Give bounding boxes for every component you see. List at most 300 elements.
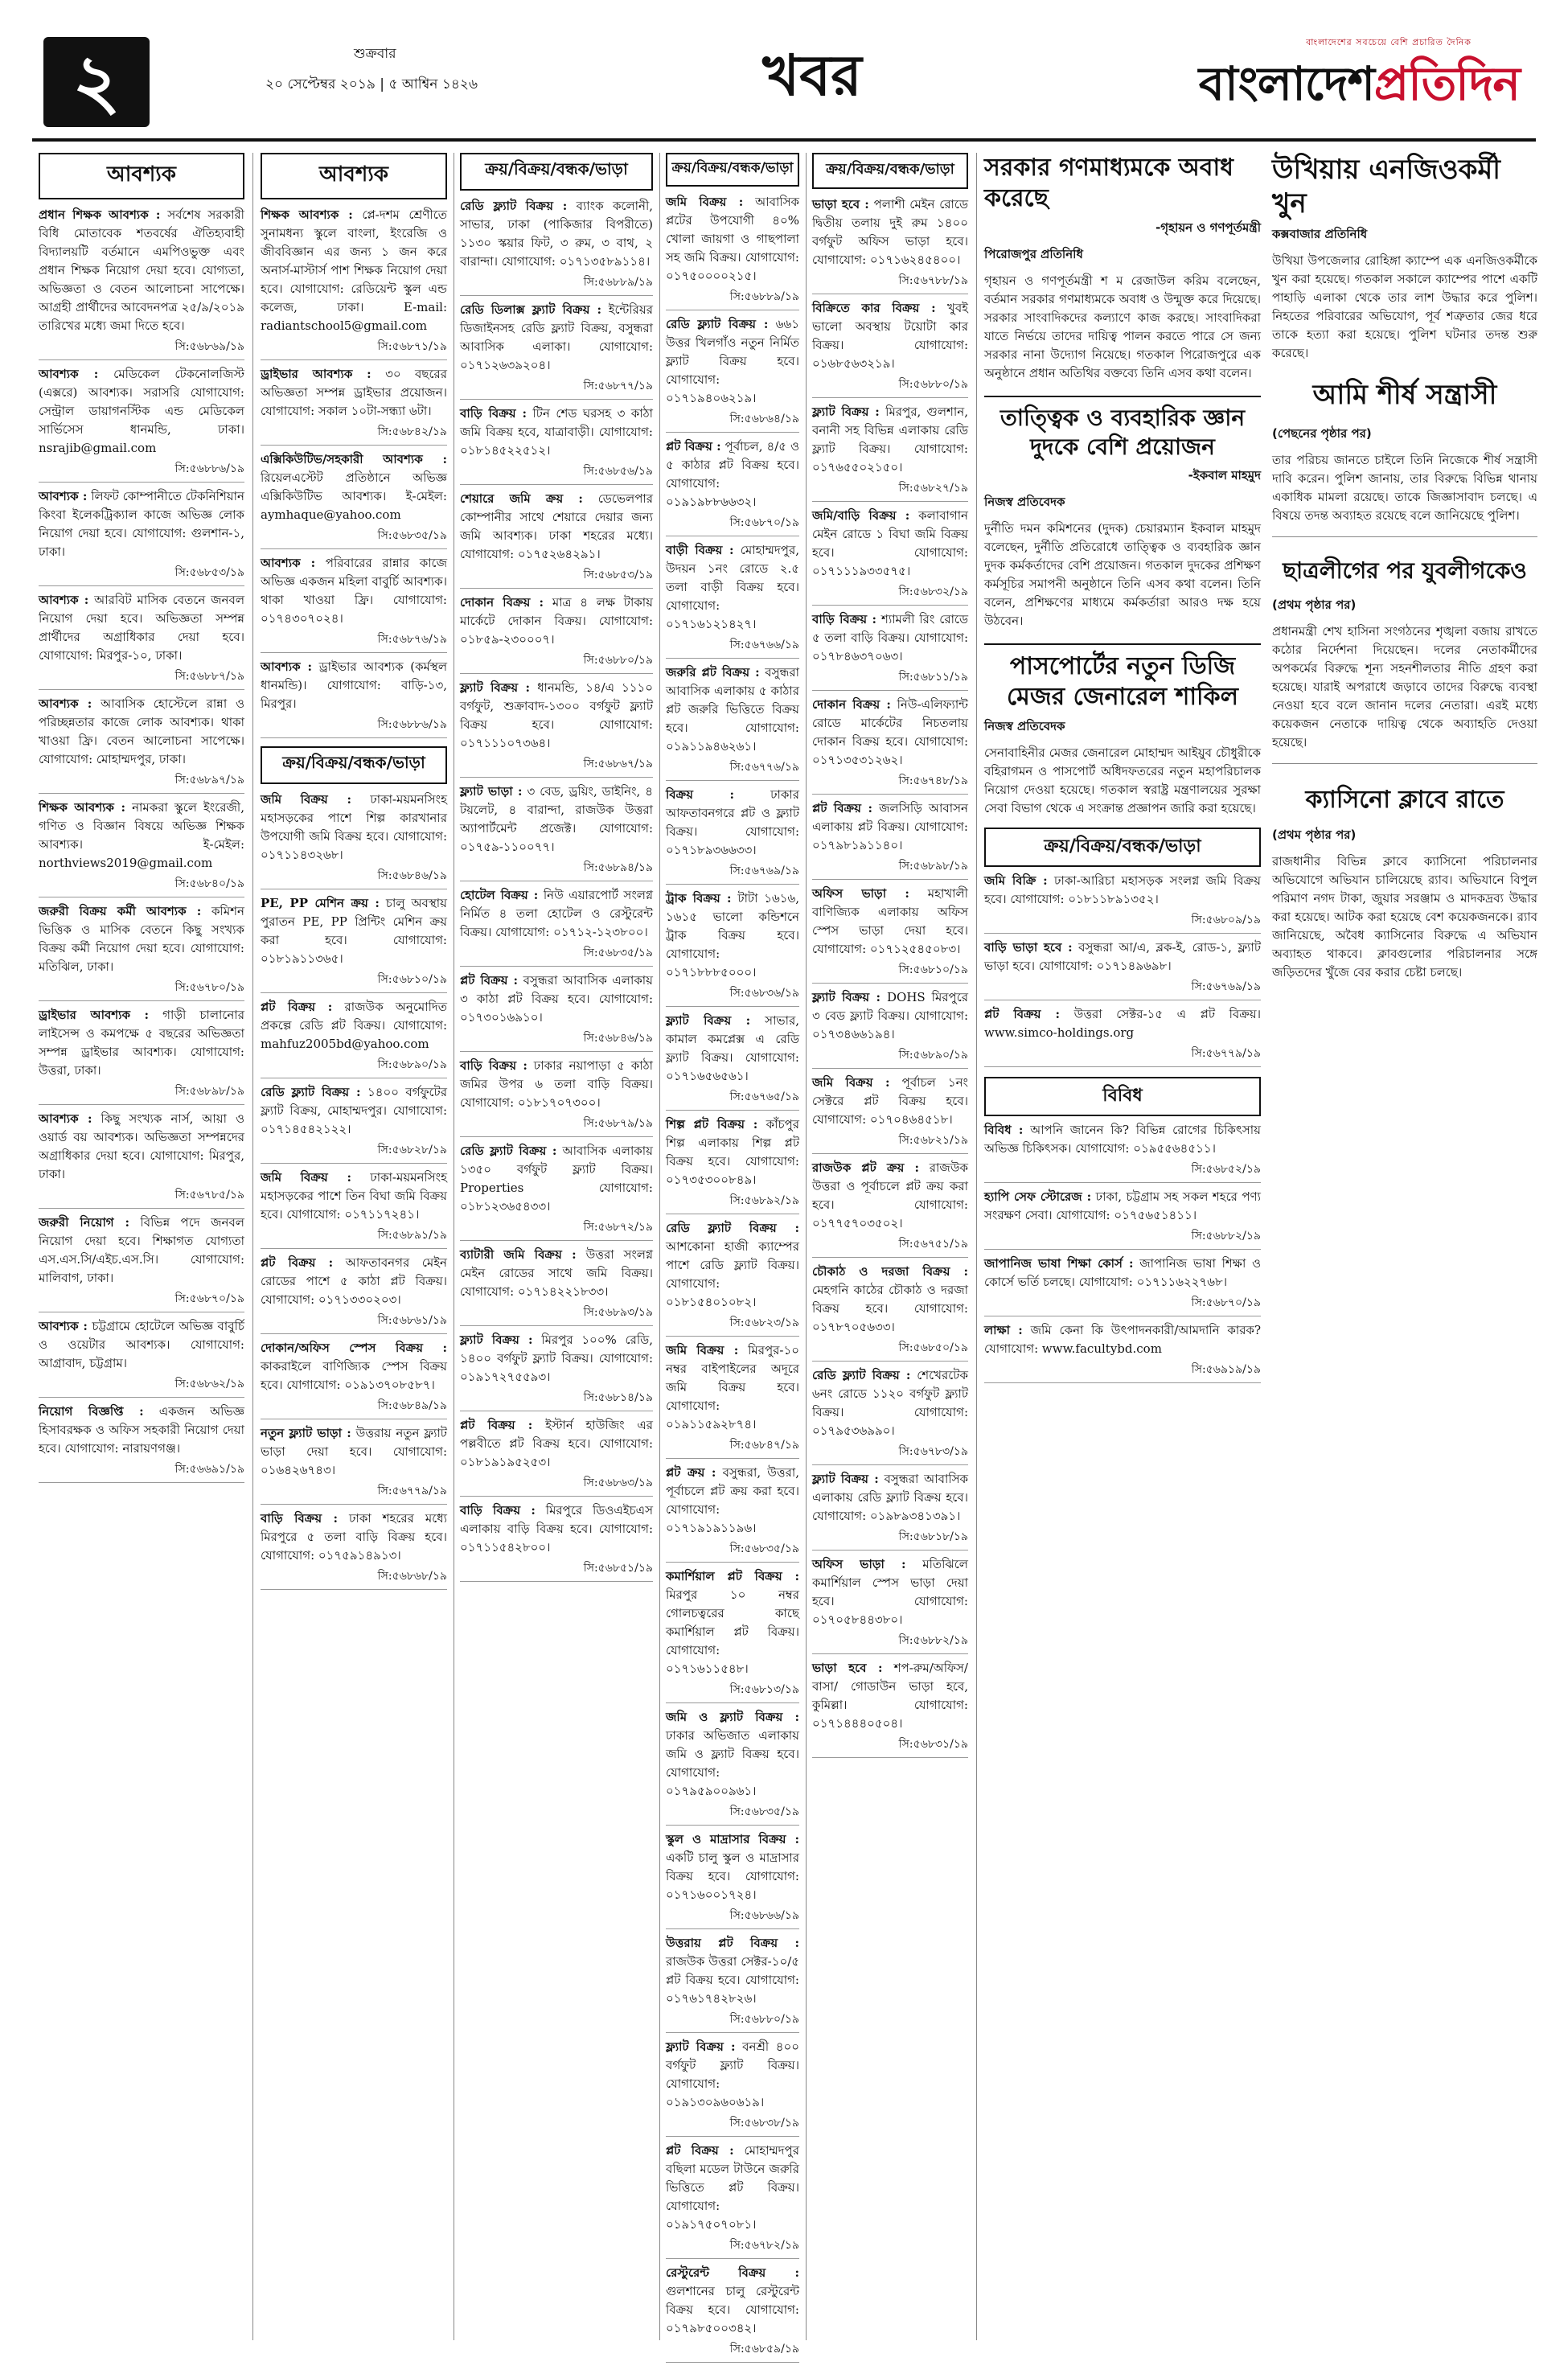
- classified-ad: [460, 1416, 653, 1472]
- classified-ad: [460, 594, 653, 649]
- classified-ad: [812, 885, 968, 959]
- classified-ad: [460, 782, 653, 856]
- ad-title: নিয়োগ বিজ্ঞপ্তি :: [39, 1404, 144, 1419]
- ad-text: গাড়ী চালানোর লাইসেন্স ও কমপক্ষে ৫ বছরের অভিজ্ঞতা সম্পন্ন ড্রাইভার আবশ্যক। যোগাযোগ: উত্তরা, ঢাকা।: [39, 1008, 244, 1078]
- ad-reference: সি:৫৬৭৭৯/১৯: [984, 1044, 1261, 1067]
- ad-reference: সি:৫৬৮৬২/১৯: [39, 1374, 244, 1398]
- ad-text: নামকরা স্কুলে ইংরেজী, গণিত ও বিজ্ঞান বিষয়ে অভিজ্ঞ শিক্ষক আবশ্যক। ই-মেইল: northviews2019@gmail.com: [39, 800, 244, 870]
- ad-text: আবাসিক এলাকায় ১৩৫০ বর্গফুট ফ্ল্যাট বিক্রয়। Properties যোগাযোগ: ০১৮১২৩৬৫৪৩৩।: [460, 1144, 653, 1214]
- ad-text: ৩০ বছরের অভিজ্ঞতা সম্পন্ন ড্রাইভার প্রয়োজন। যোগাযোগ: সকাল ১০টা-সন্ধ্যা ৬টা।: [261, 367, 447, 418]
- ad-reference: সি:৫৬৮৩৬/১৯: [666, 984, 799, 1007]
- article-body: তার পরিচয় জানতে চাইলে তিনি নিজেকে শীর্ষ সন্ত্রাসী দাবি করেন। পুলিশ জানায়, তার বিরুদ্ধে বিভিন্ন থানায় একাধিক মামলা রয়েছে। তাকে জিজ্ঞাসাবাদ চলছে। এ বিষয়ে তদন্ত অব্যাহত রয়েছে বলে জানিয়েছে পুলিশ।: [1272, 453, 1537, 523]
- ad-text: ধানমন্ডি, ১৪/এ ১১১০ বর্গফুট, শুক্রাবাদ-১৩০০ বর্গফুট ফ্ল্যাট বিক্রয় হবে। যোগাযোগ: ০১৭১১১০৭৩৬৪।: [460, 680, 653, 750]
- ad-text: ঢাকার নয়াপাড়া ৫ কাঠা জমির উপর ৬ তলা বাড়ি বিক্রয়। যোগাযোগ: ০১৮১৭০৭৩০০।: [460, 1058, 653, 1110]
- classified-ad: [812, 1074, 968, 1129]
- column-divider: [976, 153, 977, 2340]
- headline: তাত্ত্বিক ও ব্যবহারিক জ্ঞান দুদকে বেশি প্রয়োজন: [999, 405, 1246, 460]
- byline: কক্সবাজার প্রতিনিধি: [1272, 227, 1368, 241]
- article-body: গৃহায়ন ও গণপূর্তমন্ত্রী শ ম রেজাউল করিম বলেছেন, বর্তমান সরকার গণমাধ্যমকে অবাধ ও উন্মুক্ত করে দিয়েছে। সরকার সাংবাদিকদের কল্যাণে কাজ করছে। সাংবাদিকরা যাতে নির্ভয়ে তাদের দায়িত্ব পালন করতে পারে সে জন্য সরকার নানা উদ্যোগ নিয়েছে। গতকাল পিরোজপুরে এক অনুষ্ঠানে প্রধান অতিথির বক্তব্যে তিনি এসব কথা বলেন।: [984, 273, 1261, 380]
- ad-title: জমি বিক্রয় :: [261, 792, 351, 807]
- ad-text: উত্তরায় নতুন ফ্ল্যাট ভাড়া দেয়া হবে। যোগাযোগ: ০১৬৪২৬৭৪৩।: [261, 1426, 447, 1477]
- ad-text: জাপানিজ ভাষা শিক্ষা ও কোর্সে ভর্তি চলছে। যোগাযোগ: ০১৭১১৬২২৭৬৮।: [984, 1256, 1261, 1289]
- classified-ad: [39, 799, 244, 873]
- ad-title: ফ্ল্যাট বিক্রয় :: [812, 990, 881, 1004]
- ad-title: প্লট বিক্রয় :: [261, 1255, 334, 1270]
- ad-title: আবশ্যক :: [39, 1319, 88, 1333]
- section-title: খবর: [762, 43, 862, 109]
- ad-reference: সি:৫৬৮৫১/১৯: [460, 1559, 653, 1582]
- ad-title: দোকান বিক্রয় :: [460, 595, 544, 610]
- ad-reference: সি:৫৬৯১৯/১৯: [984, 1360, 1261, 1383]
- ad-reference: সি:৫৬৮৭০/১৯: [984, 1293, 1261, 1316]
- issue-date: ২০ সেপ্টেম্বর ২০১৯ | ৫ আশ্বিন ১৪২৬: [265, 76, 478, 92]
- classified-ad: [666, 541, 799, 634]
- ad-text: লিফট কোম্পানীতে টেকনিশিয়ান কিংবা ইলেকট্রিক্যাল কাজে অভিজ্ঞ লোক নিয়োগ দেয়া হবে। যোগাযোগ: গুলশান-১, ঢাকা।: [39, 489, 244, 559]
- ad-reference: সি:৫৬৮৬৩/১৯: [460, 1473, 653, 1497]
- ad-text: বসুন্ধরা আবাসিক এলাকায় ৫ কাঠার প্লট জরুরি ভিত্তিতে বিক্রয় হবে। যোগাযোগ: ০১৯১১৯৪৬২৬১।: [666, 665, 799, 754]
- ad-title: রাজউক প্লট ক্রয় :: [812, 1160, 920, 1175]
- ad-reference: সি:৫৬৮১৪/১৯: [460, 1388, 653, 1411]
- ad-title: রেডি ফ্ল্যাট বিক্রয় :: [460, 1144, 557, 1158]
- ad-reference: সি:৫৬৮৭৯/১৯: [460, 1114, 653, 1137]
- article-jubo: [1272, 536, 1537, 752]
- ad-text: বনশ্রী ৪০০ বর্গফুট ফ্ল্যাট বিক্রয়। যোগাযোগ: ০১৯১৩০৯৬০৬১৯।: [666, 2039, 799, 2109]
- column-divider: [806, 153, 807, 2340]
- ad-text: চালু অবস্থায় পুরাতন PE, PP প্রিন্টিং মেশিন ক্রয় করা হবে। যোগাযোগ: ০১৮১৯১১৩৬৫।: [261, 896, 447, 966]
- ad-list: [261, 791, 447, 1590]
- ad-reference: সি:৫৬৮৪৬/১৯: [460, 1029, 653, 1052]
- ad-title: লাক্ষা :: [984, 1323, 1023, 1337]
- classified-ad: [666, 889, 799, 982]
- ad-reference: সি:৫৬৮৬৪/১৯: [666, 409, 799, 433]
- ad-reference: সি:৫৬৮৯৮/১৯: [39, 1082, 244, 1105]
- classified-ad: [812, 1263, 968, 1337]
- ad-text: উত্তরা সেক্টর-১৫ এ প্লট বিক্রয়। www.simco-holdings.org: [984, 1007, 1262, 1040]
- ad-text: কিছু সংখ্যক নার্স, আয়া ও ওয়ার্ড বয় আবশ্যক। অভিজ্ঞতা সম্পন্নদের অগ্রাধিকার দেয়া হবে। যোগাযোগ: মিরপুর, ঢাকা।: [39, 1111, 244, 1181]
- ad-title: ফ্ল্যাট বিক্রয় :: [460, 680, 531, 695]
- ad-title: প্লট বিক্রয় :: [460, 973, 519, 988]
- classified-ad: [261, 365, 447, 421]
- ad-title: হোটেল বিক্রয় :: [460, 888, 539, 902]
- ad-reference: সি:৫৬৮৪৯/১৯: [261, 1396, 447, 1419]
- headline: ক্যাসিনো ক্লাবে রাতে: [1305, 786, 1504, 814]
- column-header: ক্রয়/বিক্রয়/বন্ধক/ভাড়া: [666, 153, 799, 187]
- ad-text: শ্যামলী রিং রোডে ৫ তলা বাড়ি বিক্রয়। যোগাযোগ: ০১৭৮৪৬৩৭০৬৩।: [812, 612, 968, 663]
- ad-reference: সি:৫৬৮৩৫/১৯: [666, 1539, 799, 1563]
- classified-ad: [261, 1339, 447, 1394]
- ad-text: ইন্টেরিয়র ডিজাইনসহ রেডি ফ্ল্যাট বিক্রয়, বসুন্ধরা আবাসিক এলাকা। যোগাযোগ: ০১৭১২৬৩৯২০৪।: [460, 302, 653, 372]
- article-casino: [1272, 763, 1537, 982]
- classified-ad: [984, 1255, 1261, 1292]
- ad-text: একটি চালু স্কুল ও মাদ্রাসার বিক্রয় হবে। যোগাযোগ: ০১৭১৬০০১৭২৪।: [666, 1850, 799, 1902]
- ad-text: নিউ-এলিফ্যান্ট রোডে মার্কেটের নিচতলায় দোকান বিক্রয় হবে। যোগাযোগ: ০১৭১৩৫৩১২৬২।: [812, 697, 968, 767]
- ad-text: আবাসিক হোস্টেলে রান্না ও পরিচ্ছন্নতার কাজে লোক আবশ্যক। থাকা খাওয়া ফ্রি। বেতন আলোচনা সাপেক্ষে। যোগাযোগ: মোহাম্মদপুর, ঢাকা।: [39, 696, 244, 766]
- classified-ad: [39, 695, 244, 769]
- ad-title: ফ্ল্যাট বিক্রয় :: [666, 2039, 736, 2054]
- ad-text: নিউ এয়ারপোর্ট সংলগ্ন নির্মিত ৪ তলা হোটেল ও রেস্টুরেন্ট বিক্রয়। যোগাযোগ: ০১৭১২-১২৩৮০০।: [460, 888, 653, 939]
- ad-reference: সি:৫৬৮৭১/১৯: [261, 337, 447, 360]
- ad-title: প্লট বিক্রয় :: [261, 1000, 333, 1014]
- ad-title: রেডি ফ্ল্যাট বিক্রয় :: [261, 1085, 361, 1099]
- ad-title: ফ্ল্যাট বিক্রয় :: [812, 405, 880, 419]
- ad-reference: সি:৫৬৮১৩/১৯: [666, 1680, 799, 1703]
- ad-text: একজন অভিজ্ঞ হিসাবরক্ষক ও অফিস সহকারী নিয়োগ দেয়া হবে। যোগাযোগ: নারায়ণগঞ্জ।: [39, 1404, 244, 1456]
- ad-reference: সি:৫৬৮৬৭/১৯: [460, 754, 653, 778]
- classified-ad: [39, 1110, 244, 1184]
- classified-ad: [261, 658, 447, 713]
- news-column-right: [1272, 153, 1537, 987]
- ad-text: ঢাকা-ময়মনসিংহ মহাসড়কের পাশে তিন বিঘা জমি বিক্রয় হবে। যোগাযোগ: ০১৭১১৭২৪১।: [261, 1170, 447, 1222]
- ad-reference: সি:৫৬৮৯০/১৯: [812, 1045, 968, 1069]
- ad-text: মিরপুরে ডিওএইচএস এলাকায় বাড়ি বিক্রয় হবে। যোগাযোগ: ০১৭১১৫৪২৮০০।: [460, 1503, 653, 1555]
- classified-column-3: [460, 153, 653, 1587]
- ad-reference: সি:৫৬৮৩৫/১৯: [261, 526, 447, 549]
- ad-reference: সি:৫৬৮৬৬/১৯: [666, 1906, 799, 1929]
- classified-ad: [460, 1057, 653, 1112]
- article-govt-media: [984, 153, 1261, 383]
- ad-reference: সি:৫৬৮৭০/১৯: [39, 1289, 244, 1312]
- ad-text: গুলশানের চালু রেস্টুরেন্ট বিক্রয় হবে। যোগাযোগ: ০১৭৯৮৫০০৩৪২।: [666, 2284, 799, 2335]
- ad-reference: সি:৫৬৮৯৩/১৯: [460, 1303, 653, 1326]
- article-body: সেনাবাহিনীর মেজর জেনারেল মোহাম্মদ আইয়ুব চৌধুরীকে বহিরাগমন ও পাসপোর্ট অধিদফতরের নতুন মহাপরিচালক নিয়োগ দেওয়া হয়েছে। গতকাল স্বরাষ্ট্র মন্ত্রণালয়ের সুরক্ষা সেবা বিভাগ থেকে এ সংক্রান্ত প্রজ্ঞাপন জারি করা হয়েছে।: [984, 745, 1261, 815]
- classified-ad: [666, 2038, 799, 2112]
- ad-title: আবশ্যক :: [39, 1111, 92, 1126]
- classified-ad: [666, 1567, 799, 1678]
- classified-ad: [261, 791, 447, 865]
- classified-ad: [460, 490, 653, 564]
- ad-title: প্লট বিক্রয় :: [460, 1418, 533, 1432]
- ad-title: বিক্রিতে কার বিক্রয় :: [812, 301, 936, 315]
- ad-reference: সি:৫৬৮৩২/১৯: [812, 582, 968, 606]
- ad-reference: সি:৫৬৮৮০/১৯: [666, 2010, 799, 2033]
- ad-list: [460, 197, 653, 1582]
- headline: আমি শীর্ষ সন্ত্রাসী: [1312, 379, 1497, 411]
- ad-title: জমি বিক্রয় :: [261, 1170, 351, 1185]
- ad-title: অফিস ভাড়া :: [812, 1557, 906, 1571]
- ad-text: রাজউক উত্তরা সেক্টর-১০/৫ প্লট বিক্রয় হবে। যোগাযোগ: ০১৭৬১৭৪২৮২৬।: [666, 1954, 799, 2006]
- ad-title: প্লট ক্রয় :: [666, 1465, 716, 1480]
- classified-ad: [261, 1254, 447, 1309]
- ad-title: ভাড়া হবে :: [812, 1661, 883, 1675]
- classified-ad: [666, 1012, 799, 1086]
- ad-text: মিরপুর-১০ নম্বর বাইপাইলের অদূরে জমি বিক্রয় হবে। যোগাযোগ: ০১৯১১৫৯২৮৭৪।: [666, 1343, 799, 1431]
- classified-ad: [261, 206, 447, 335]
- ad-title: ফ্ল্যাট বিক্রয় :: [812, 1472, 879, 1486]
- ad-text: DOHS মিরপুরে ৩ বেড ফ্ল্যাট বিক্রয়। যোগাযোগ: ০১৭৩৪৬৬১৯৪।: [812, 990, 968, 1041]
- box-header: বিবিধ: [984, 1077, 1261, 1116]
- ad-reference: সি:৫৬৮২৩/১৯: [666, 1313, 799, 1337]
- ad-list: [812, 195, 968, 1758]
- classified-ad: [666, 315, 799, 408]
- ad-reference: সি:৫৬৮৮০/১৯: [812, 375, 968, 398]
- ad-text: চট্টগ্রামে হোটেলে অভিজ্ঞ বাবুর্চি ও ওয়েটার আবশ্যক। যোগাযোগ: আগ্রাবাদ, চট্টগ্রাম।: [39, 1319, 244, 1370]
- ad-text: আফতাবনগর মেইন রোডের পাশে ৫ কাঠা প্লট বিক্রয়। যোগাযোগ: ০১৭১৩৩০২০৩।: [261, 1255, 447, 1307]
- ad-reference: সি:৫৬৮৫৩/১৯: [460, 565, 653, 589]
- ad-title: আবশ্যক :: [39, 489, 88, 503]
- ad-reference: সি:৫৬৭৮২/১৯: [666, 2236, 799, 2259]
- ad-title: প্লট বিক্রয় :: [666, 2143, 734, 2158]
- misc-box: [984, 1077, 1261, 1383]
- classified-ad: [666, 663, 799, 756]
- ad-title: শিক্ষক আবশ্যক :: [39, 800, 125, 815]
- ad-reference: সি:৫৬৮৮২/১৯: [984, 1226, 1261, 1250]
- classified-column-2: [261, 153, 447, 1595]
- article-ethics: [984, 396, 1261, 630]
- ad-reference: সি:৫৬৭৪৮/১৯: [812, 771, 968, 795]
- article-ukhia: [1272, 153, 1537, 363]
- headline: উখিয়ায় এনজিওকর্মী খুন: [1272, 154, 1501, 220]
- ad-reference: সি:৫৬৮৮০/১৯: [460, 651, 653, 674]
- article-body: উখিয়া উপজেলার রোহিঙ্গা ক্যাম্পে এক এনজিওকর্মীকে খুন করা হয়েছে। গতকাল সকালে ক্যাম্পের পাশে একটি পাহাড়ি এলাকা থেকে তার লাশ উদ্ধার করে পুলিশ। নিহতের পরিবারের অভিযোগ, পূর্ব শত্রুতার জের ধরে তাকে হত্যা করা হয়েছে। পুলিশ ঘটনার তদন্ত শুরু করেছে।: [1272, 253, 1537, 360]
- classified-ad: [261, 1169, 447, 1224]
- classified-ad: [812, 299, 968, 373]
- classified-ad: [261, 554, 447, 628]
- subhead: -গৃহায়ন ও গণপূর্তমন্ত্রী: [1155, 220, 1261, 235]
- classified-ad: [39, 1403, 244, 1458]
- column-header: আবশ্যক: [39, 153, 244, 199]
- ad-reference: সি:৫৬৮০৯/১৯: [984, 910, 1261, 934]
- ad-text: পলাশী মেইন রোডে দ্বিতীয় তলায় দুই রুম ১৪০০ বর্গফুট অফিস ভাড়া হবে। যোগাযোগ: ০১৭১৬২৪৫৪০০।: [812, 197, 968, 267]
- ad-title: ফ্ল্যাট ভাড়া :: [460, 784, 523, 799]
- ad-title: ভাড়া হবে :: [812, 197, 869, 212]
- classified-ad: [460, 1331, 653, 1386]
- ad-reference: সি:৫৬৮২১/১৯: [812, 1131, 968, 1154]
- classified-ad: [812, 696, 968, 770]
- ad-reference: সি:৫৬৮৩১/১৯: [812, 1735, 968, 1758]
- page-number: ২: [43, 37, 150, 127]
- ad-title: স্কুল ও মাদ্রাসার বিক্রয় :: [666, 1832, 799, 1846]
- masthead-rule: [32, 138, 1536, 142]
- ad-title: জাপানিজ ভাষা শিক্ষা কোর্স :: [984, 1256, 1134, 1271]
- ad-reference: সি:৫৬৮৯২/১৯: [666, 1191, 799, 1214]
- classified-ad: [984, 872, 1261, 909]
- classified-ad: [666, 1115, 799, 1189]
- ad-title: জমি বিক্রয় :: [666, 195, 744, 209]
- ad-reference: সি:৫৬৭৮০/১৯: [39, 978, 244, 1001]
- ad-title: রেডি ফ্ল্যাট বিক্রয় :: [460, 199, 568, 213]
- ad-text: ঢাকা শহরের মধ্যে মিরপুরে ৫ তলা বাড়ি বিক্রয় হবে। যোগাযোগ: ০১৭৫৯১৪৯১৩।: [261, 1511, 447, 1563]
- ad-reference: সি:৫৬৮৭৬/১৯: [261, 630, 447, 653]
- classified-ad: [39, 487, 244, 561]
- ad-text: মিরপুর ১০ নম্বর গোলচত্বরের কাছে কমার্শিয়াল প্লট বিক্রয়। যোগাযোগ: ০১৭১৬১১৫৪৮।: [666, 1587, 799, 1676]
- ad-title: কমার্শিয়াল প্লট বিক্রয় :: [666, 1569, 799, 1583]
- ad-reference: সি:৫৬৮৬১/১৯: [261, 1311, 447, 1334]
- ad-reference: সি:৫৬৭৬৯/১৯: [666, 861, 799, 885]
- headline: সরকার গণমাধ্যমকে অবাধ করেছে: [984, 154, 1233, 212]
- classified-box: [984, 828, 1261, 1067]
- ad-text: কমিশন ভিত্তিক ও মাসিক বেতনে কিছু সংখ্যক বিক্রয় কর্মী নিয়োগ দেয়া হবে। যোগাযোগ: মতিঝিল, ঢাকা।: [39, 904, 244, 974]
- article-body: দুর্নীতি দমন কমিশনের (দুদক) চেয়ারম্যান ইকবাল মাহমুদ বলেছেন, দুর্নীতি প্রতিরোধে তাত্ত্বিক ও ব্যবহারিক জ্ঞান দুদক কর্মকর্তাদের বেশি প্রয়োজন। গতকাল দুদকের প্রশিক্ষণ কর্মসূচির সমাপনী অনুষ্ঠানে তিনি এসব কথা বলেন। তিনি বলেন, প্রশিক্ষণের মাধ্যমে কর্মকর্তারা আরও দক্ষ হয়ে উঠবেন।: [984, 521, 1261, 628]
- classified-ad: [812, 1159, 968, 1233]
- column-header: ক্রয়/বিক্রয়/বন্ধক/ভাড়া: [460, 153, 653, 191]
- headline: পাসপোর্টের নতুন ডিজি মেজর জেনারেল শাকিল: [1007, 652, 1238, 711]
- newspaper-logo: [1199, 48, 1520, 126]
- ad-title: জমি বিক্রি :: [984, 873, 1048, 888]
- ad-title: আবশ্যক :: [39, 367, 99, 381]
- classified-ad: [666, 437, 799, 511]
- ad-text: বসুন্ধরা আ/এ, ব্লক-ই, রোড-১, ফ্ল্যাট ভাড়া হবে। যোগাযোগ: ০১৭১৪৯৬৯৮।: [984, 940, 1261, 973]
- ad-text: আরবিট মাসিক বেতনে জনবল নিয়োগ দেয়া হবে। অভিজ্ঞতা সম্পন্ন প্রার্থীদের অগ্রাধিকার দেয়া হবে। যোগাযোগ: মিরপুর-১০, ঢাকা।: [39, 593, 244, 663]
- classified-ad: [666, 1830, 799, 1904]
- classified-ad: [39, 902, 244, 976]
- ad-reference: সি:৫৬৮৭০/১৯: [666, 513, 799, 536]
- ad-text: ৬৬১ উত্তর খিলগাঁও নতুন নির্মিত ফ্ল্যাট বিক্রয় হবে। যোগাযোগ: ০১৭১৯৪০৬২১৯।: [666, 317, 799, 405]
- ad-text: টিন শেড ঘরসহ ৩ কাঠা জমি বিক্রয় হবে, যাত্রাবাড়ী। যোগাযোগ: ০১৮১৪৫২২৫১২।: [460, 406, 653, 458]
- classified-ad: [39, 365, 244, 458]
- ad-text: ঢাকার অভিজাত এলাকায় জমি ও ফ্ল্যাট বিক্রয় হবে। যোগাযোগ: ০১৭৯৫৯০০৯৬১।: [666, 1728, 799, 1798]
- ad-text: ইস্টার্ন হাউজিং এর পল্লবীতে প্লট বিক্রয় হবে। যোগাযোগ: ০১৮১৯১৯৫২৫৩।: [460, 1418, 653, 1469]
- ad-title: বাড়ী বিক্রয় :: [666, 543, 734, 557]
- classified-ad: [812, 1659, 968, 1733]
- ad-title: রেস্টুরেন্ট বিক্রয় :: [666, 2265, 799, 2280]
- ad-list: [261, 206, 447, 738]
- ad-reference: সি:৫৬৮৩৫/১৯: [666, 1802, 799, 1826]
- classified-ad: [812, 1555, 968, 1629]
- classified-ad: [261, 450, 447, 524]
- classified-ad: [812, 988, 968, 1044]
- ad-title: ড্রাইভার আবশ্যক :: [261, 367, 371, 381]
- ad-text: শপ-রুম/অফিস/বাসা/ গোডাউন ভাড়া হবে, কুমিল্লা। যোগাযোগ: ০১৭১৪৪৪০৫০৪।: [812, 1661, 968, 1731]
- ad-text: মতিঝিলে কমার্শিয়াল স্পেস ভাড়া দেয়া হবে। যোগাযোগ: ০১৭০৫৮৪৪৩৮০।: [812, 1557, 968, 1627]
- ad-text: মিরপুর, গুলশান, বনানী সহ বিভিন্ন এলাকায় রেডি ফ্ল্যাট বিক্রয়। যোগাযোগ: ০১৭৬৫৫০২১৫০।: [812, 405, 968, 474]
- classified-ad: [984, 1188, 1261, 1225]
- column-header: আবশ্যক: [261, 153, 447, 199]
- ad-text: প্লে-দশম শ্রেণীতে সুনামধন্য স্কুলে বাংলা, ইংরেজি ও জীববিজ্ঞান এর জন্য ১ জন করে অনার্স-মাস্টার্স পাশ শিক্ষক নিয়োগ দেয়া হবে। যোগাযোগ: রেডিয়েন্ট স্কুল এন্ড কলেজ, ঢাকা। E-mail: radiantschool5@gmail.com: [261, 207, 447, 333]
- classified-ad: [460, 971, 653, 1027]
- classified-ad: [39, 206, 244, 335]
- classified-ad: [984, 1121, 1261, 1158]
- ad-text: মাত্র ৪ লক্ষ টাকায় মার্কেটে দোকান বিক্রয়। যোগাযোগ: ০১৮৫৯-২৩০০০৭।: [460, 595, 653, 647]
- ad-title: ফ্ল্যাট বিক্রয় :: [460, 1333, 533, 1347]
- classified-ad: [666, 1219, 799, 1312]
- classified-ad: [39, 1214, 244, 1288]
- news-column-middle: [984, 153, 1261, 1388]
- ad-title: বাড়ি ভাড়া হবে :: [984, 940, 1073, 955]
- classified-ad: [460, 301, 653, 375]
- ad-reference: সি:৫৬৭৬৯/১৯: [984, 977, 1261, 1000]
- ad-text: ড্রাইভার আবশ্যক (কর্মস্থল ধানমন্ডি)। যোগাযোগ: বাড়ি-১৩, মিরপুর।: [261, 659, 447, 711]
- ad-text: ব্যাংক কলোনী, সাভার, ঢাকা (পাকিজার বিপরীতে) ১১৩০ স্কয়ার ফিট, ৩ রুম, ৩ বাথ, ২ বারান্দা। যোগাযোগ: ০১৭১৩৫৮৯১১৪।: [460, 199, 653, 269]
- ad-reference: সি:৫৬৮৪০/১৯: [39, 874, 244, 897]
- classified-ad: [460, 886, 653, 942]
- classified-column-5: [812, 153, 968, 1763]
- ad-reference: সি:৫৬৭৭৬/১৯: [666, 758, 799, 781]
- issue-day: শুক্রবার: [354, 46, 396, 62]
- ad-reference: সি:৫৬৮৮৯/১৯: [460, 273, 653, 296]
- ad-reference: সি:৫৬৮১৮/১৯: [812, 1527, 968, 1550]
- ad-reference: সি:৫৬৮৫০/১৯: [812, 1338, 968, 1362]
- ad-text: আবাসিক প্লটের উপযোগী ৪০% খোলা জায়গা ও গাছপালা সহ জমি বিক্রয়। যোগাযোগ: ০১৭৫০০০০২১৫।: [666, 195, 799, 283]
- classified-ad: [666, 786, 799, 860]
- classified-ad: [812, 507, 968, 581]
- ad-reference: সি:৫৬৮৬৮/১৯: [261, 1567, 447, 1590]
- ad-title: জমি বিক্রয় :: [812, 1075, 890, 1090]
- ad-list: [666, 193, 799, 2363]
- ad-title: জমি বিক্রয় :: [666, 1343, 739, 1357]
- byline: নিজস্ব প্রতিবেদক: [984, 719, 1065, 733]
- ad-text: ৩ বেড, ড্রয়িং, ডাইনিং, ৪ টয়লেট, ৪ বারান্দা, রাজউক উত্তরা অ্যাপার্টমেন্ট প্রজেক্ট। যোগাযোগ: ০১৭৫৯-১১০০৭৭।: [460, 784, 653, 854]
- classified-ad: [460, 679, 653, 753]
- column-divider: [252, 153, 253, 2340]
- ad-title: আবশ্যক :: [39, 593, 89, 607]
- ad-text: আপনি জানেন কি? বিভিন্ন রোগের চিকিৎসায় অভিজ্ঞ চিকিৎসক। যোগাযোগ: ০১৯৫৫৬৪৫১১।: [984, 1123, 1261, 1156]
- ad-title: বাড়ি বিক্রয় :: [812, 612, 877, 626]
- ad-title: বাড়ি বিক্রয় :: [460, 1503, 536, 1518]
- ad-reference: সি:৫৬৮৫২/১৯: [984, 1160, 1261, 1183]
- ad-reference: সি:৫৬৬৯১/১৯: [39, 1460, 244, 1483]
- logo-tagline: বাংলাদেশের সবচেয়ে বেশি প্রচারিত দৈনিক: [1306, 37, 1472, 47]
- ad-title: জরুরি প্লট বিক্রয় :: [666, 665, 760, 680]
- classified-ad: [812, 799, 968, 855]
- ad-title: হ্যাপি সেফ স্টোরেজ :: [984, 1189, 1092, 1204]
- subhead: -ইকবাল মাহমুদ: [1188, 468, 1261, 483]
- article-body: রাজধানীর বিভিন্ন ক্লাবে ক্যাসিনো পরিচালনার অভিযোগে অভিযান চালিয়েছে র‌্যাব। অভিযানে বিপুল পরিমাণ নগদ টাকা, জুয়ার সরঞ্জাম ও মাদকদ্রব্য উদ্ধার করা হয়েছে। আটক করা হয়েছে বেশ কয়েকজনকে। র‌্যাব জানিয়েছে, অবৈধ ক্যাসিনোর বিরুদ্ধে এ অভিযান অব্যাহত থাকবে। ক্লাবগুলোর পরিচালনার সঙ্গে জড়িতদের খুঁজে বের করার চেষ্টা চলছে।: [1272, 854, 1537, 980]
- classified-ad: [666, 2264, 799, 2338]
- classified-ad: [39, 591, 244, 665]
- logo-part-1: বাংলাদেশ: [1198, 56, 1374, 111]
- classified-ad: [39, 1317, 244, 1373]
- ad-text: বিভিন্ন পদে জনবল নিয়োগ দেয়া হবে। শিক্ষাগত যোগ্যতা এস.এস.সি/এইচ.এস.সি। যোগাযোগ: মালিবাগ, ঢাকা।: [39, 1215, 244, 1285]
- classified-ad: [812, 1470, 968, 1526]
- article-body: প্রধানমন্ত্রী শেখ হাসিনা সংগঠনের শৃঙ্খলা বজায় রাখতে কঠোর নির্দেশনা দিয়েছেন। দলের নেতাকর্মীদের অপকর্মের বিরুদ্ধে শূন্য সহনশীলতার নীতি গ্রহণ করা হয়েছে। যারাই অপরাধে জড়াবে তাদের বিরুদ্ধে ব্যবস্থা নেওয়া হবে বলে জানান দলের নেতারা। এরই মধ্যে কয়েকজন নেতাকে দায়িত্ব থেকে অব্যাহতি দেওয়া হয়েছে।: [1272, 624, 1537, 750]
- ad-title: অফিস ভাড়া :: [812, 886, 909, 901]
- ad-text: উত্তরা সংলগ্ন মেইন রোডের সাথে জমি বিক্রয়। যোগাযোগ: ০১৭১৪২২১৮৩৩।: [460, 1247, 653, 1299]
- ad-title: PE, PP মেশিন ক্রয় :: [261, 896, 380, 910]
- ad-title: প্লট বিক্রয় :: [984, 1007, 1061, 1021]
- ad-title: চৌকাঠ ও দরজা বিক্রয় :: [812, 1264, 968, 1279]
- ad-title: দোকান/অফিস স্পেস বিক্রয় :: [261, 1341, 447, 1355]
- classified-ad: [812, 403, 968, 477]
- ad-title: দোকান বিক্রয় :: [812, 697, 891, 712]
- ad-title: বাড়ি বিক্রয় :: [460, 1058, 527, 1073]
- ad-title: নতুন ফ্ল্যাট ভাড়া :: [261, 1426, 351, 1440]
- ad-title: শিল্প প্লট বিক্রয় :: [666, 1117, 758, 1132]
- ad-title: আবশ্যক :: [261, 556, 316, 570]
- ad-title: আবশ্যক :: [261, 659, 313, 674]
- ad-title: বাড়ি বিক্রয় :: [261, 1511, 339, 1526]
- masthead: [32, 32, 1536, 149]
- ad-text: ঢাকা-ময়মনসিংহ মহাসড়কের পাশে শিল্প কারখানার উপযোগী জমি বিক্রয় হবে। যোগাযোগ: ০১৭১১৪৩২৬৮।: [261, 792, 447, 862]
- ad-title: বিক্রয় :: [666, 787, 735, 802]
- ad-text: জমি কেনা কি উৎপাদনকারী/আমদানি কারক? যোগাযোগ: www.facultybd.com: [984, 1323, 1261, 1356]
- ad-title: জমি ও ফ্ল্যাট বিক্রয় :: [666, 1710, 799, 1724]
- ad-title: রেডি ফ্ল্যাট বিক্রয় :: [666, 317, 769, 331]
- classified-ad: [261, 1424, 447, 1480]
- ad-text: মেডিকেল টেকনোলজিস্ট (এক্সরে) আবশ্যক। সরাসরি যোগাযোগ: সেন্ট্রাল ডায়াগনস্টিক এন্ড মেডিকেল সার্ভিসেস ধানমন্ডি, ঢাকা। nsrajib@gmail.com: [39, 367, 244, 455]
- ad-text: কাঁচপুর শিল্প এলাকায় শিল্প প্লট বিক্রয় হবে। যোগাযোগ: ০১৭৩৫৩০০৮৪৯।: [666, 1117, 799, 1187]
- ad-reference: সি:৫৬৮১০/১৯: [261, 970, 447, 993]
- ad-text: আশকোনা হাজী ক্যাম্পের পাশে রেডি ফ্ল্যাট বিক্রয়। যোগাযোগ: ০১৮১৫৪০১০৮২।: [666, 1239, 799, 1309]
- ad-list: [984, 1121, 1261, 1383]
- classified-ad: [261, 1083, 447, 1139]
- ad-title: রেডি ফ্ল্যাট বিক্রয় :: [812, 1368, 911, 1382]
- ad-title: বিবিধ :: [984, 1123, 1024, 1137]
- classified-column-1: [39, 153, 244, 1488]
- byline: (পেছনের পৃষ্ঠার পর): [1272, 426, 1372, 441]
- headline: ছাত্রলীগের পর যুবলীগকেও: [1283, 557, 1527, 584]
- ad-text: ১৪০০ বর্গফুটের ফ্ল্যাট বিক্রয়, মোহাম্মদপুর। যোগাযোগ: ০১৭১৪৫৪২১২২।: [261, 1085, 447, 1136]
- classified-ad: [666, 2142, 799, 2234]
- classified-ad: [812, 1366, 968, 1440]
- ad-reference: সি:৫৬৮৮৬/১৯: [261, 715, 447, 738]
- ad-text: ঢাকা, চট্টগ্রাম সহ সকল শহরে পণ্য সংরক্ষণ সেবা। যোগাযোগ: ০১৭৫৬৫১৪১১।: [984, 1189, 1261, 1222]
- byline: পিরোজপুর প্রতিনিধি: [984, 247, 1083, 261]
- ad-text: ডেভেলপার কোম্পানীর সাথে শেয়ারে দেয়ার জন্য জমি আবশ্যক। ঢাকা শহরের মধ্যে। যোগাযোগ: ০১৭৫২৬৪২৯১।: [460, 491, 653, 561]
- article-passport: [984, 643, 1261, 818]
- ad-title: শিক্ষক আবশ্যক :: [261, 207, 353, 222]
- box-header: ক্রয়/বিক্রয়/বন্ধক/ভাড়া: [984, 828, 1261, 867]
- byline: নিজস্ব প্রতিবেদক: [984, 495, 1065, 509]
